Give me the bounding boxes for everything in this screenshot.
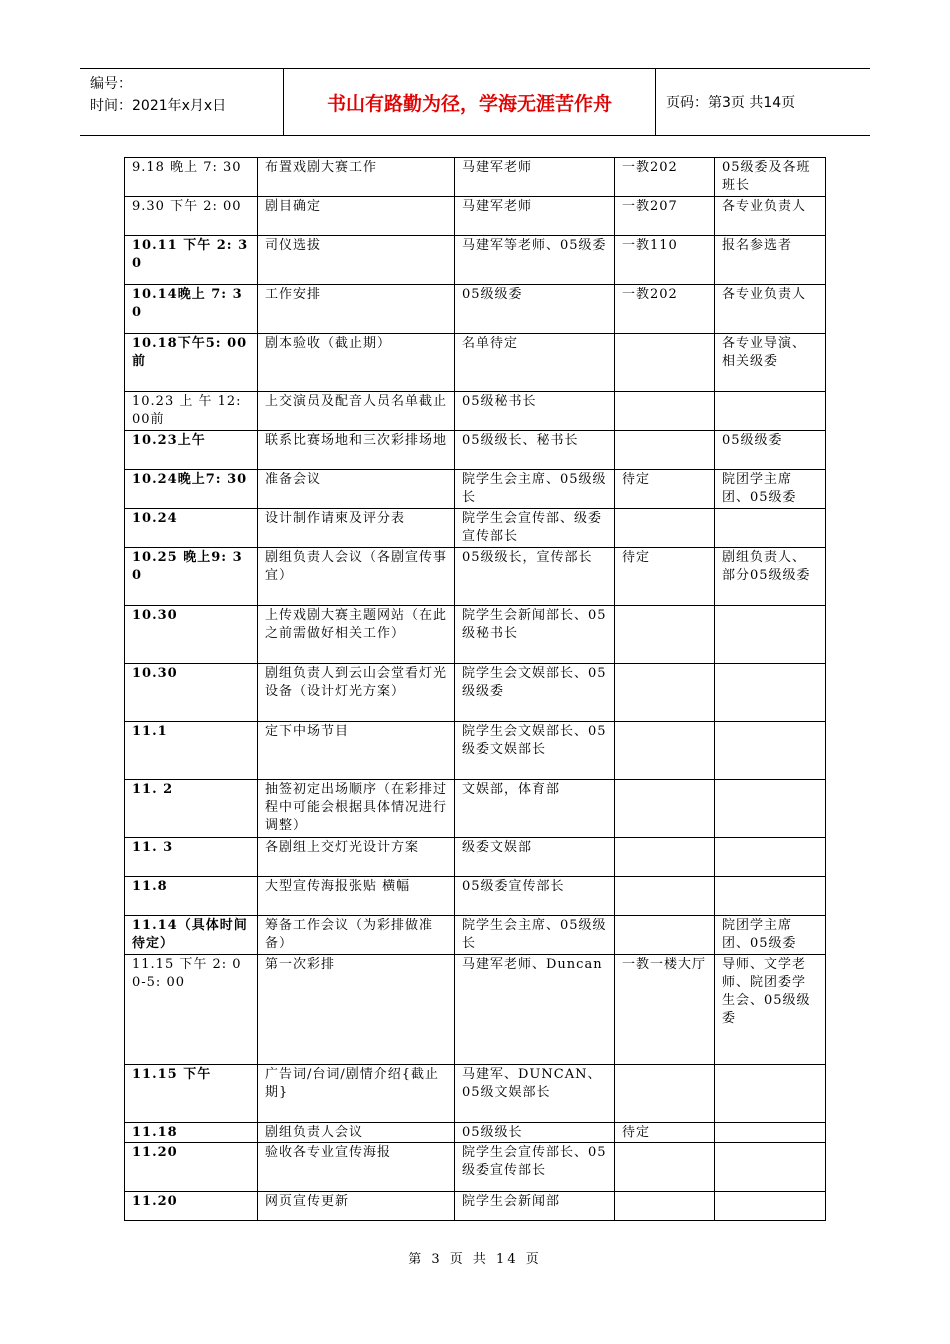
task-cell: 大型宣传海报张贴 横幅	[258, 877, 455, 916]
person-cell: 马建军老师	[455, 197, 615, 236]
place-cell	[615, 916, 715, 955]
table-row	[125, 158, 826, 197]
table-row	[125, 838, 826, 877]
attendees-cell	[715, 509, 826, 548]
place-cell: 待定	[615, 1123, 715, 1143]
attendees-cell	[715, 780, 826, 838]
attendees-cell: 05级级委	[715, 431, 826, 470]
person-cell: 院学生会主席、05级级长	[455, 470, 615, 509]
place-cell: 一教207	[615, 197, 715, 236]
person-cell: 名单待定	[455, 334, 615, 392]
attendees-cell: 各专业负责人	[715, 197, 826, 236]
table-row	[125, 548, 826, 606]
task-cell: 司仪选拔	[258, 236, 455, 285]
table-row	[125, 877, 826, 916]
schedule-table	[124, 157, 826, 1221]
time-cell: 11.14（具体时间待定）	[125, 916, 258, 955]
time-cell: 11. 2	[125, 780, 258, 838]
time-cell: 10.23上午	[125, 431, 258, 470]
table-row	[125, 431, 826, 470]
task-cell: 上传戏剧大赛主题网站（在此之前需做好相关工作）	[258, 606, 455, 664]
header-page-label: 页码：第3页 共14页	[666, 95, 796, 111]
attendees-cell	[715, 606, 826, 664]
attendees-cell: 各专业负责人	[715, 285, 826, 334]
time-cell: 10.30	[125, 664, 258, 722]
attendees-cell	[715, 1065, 826, 1123]
attendees-cell: 院团学主席团、05级委	[715, 470, 826, 509]
time-cell: 11.15 下午	[125, 1065, 258, 1123]
table-row	[125, 722, 826, 780]
task-cell: 联系比赛场地和三次彩排场地	[258, 431, 455, 470]
page-header	[80, 68, 870, 136]
person-cell: 05级委宣传部长	[455, 877, 615, 916]
attendees-cell: 报名参选者	[715, 236, 826, 285]
task-cell: 设计制作请柬及评分表	[258, 509, 455, 548]
place-cell	[615, 392, 715, 431]
table-row	[125, 955, 826, 1065]
person-cell: 05级级委	[455, 285, 615, 334]
time-cell: 11.8	[125, 877, 258, 916]
place-cell: 待定	[615, 548, 715, 606]
table-row	[125, 285, 826, 334]
table-row	[125, 1143, 826, 1192]
task-cell: 定下中场节目	[258, 722, 455, 780]
task-cell: 抽签初定出场顺序（在彩排过程中可能会根据具体情况进行调整）	[258, 780, 455, 838]
table-row	[125, 780, 826, 838]
place-cell	[615, 780, 715, 838]
place-cell	[615, 1143, 715, 1192]
place-cell	[615, 334, 715, 392]
attendees-cell	[715, 877, 826, 916]
place-cell	[615, 664, 715, 722]
number-label: 编号：	[90, 76, 132, 92]
time-cell: 11.1	[125, 722, 258, 780]
page-footer: 第 3 页 共 14 页	[408, 1252, 542, 1267]
time-cell: 10.14晚上 7: 30	[125, 285, 258, 334]
attendees-cell	[715, 1143, 826, 1192]
time-cell: 11.20	[125, 1143, 258, 1192]
time-cell: 11.18	[125, 1123, 258, 1143]
table-row	[125, 1123, 826, 1143]
table-row	[125, 509, 826, 548]
person-cell: 05级级长、秘书长	[455, 431, 615, 470]
table-row	[125, 392, 826, 431]
time-cell: 10.11 下午 2: 30	[125, 236, 258, 285]
task-cell: 准备会议	[258, 470, 455, 509]
place-cell	[615, 509, 715, 548]
task-cell: 广告词/台词/剧情介绍{截止期}	[258, 1065, 455, 1123]
attendees-cell	[715, 838, 826, 877]
person-cell: 05级级长，宣传部长	[455, 548, 615, 606]
table-row	[125, 197, 826, 236]
time-cell: 10.23 上 午 12: 00前	[125, 392, 258, 431]
time-cell: 10.24晚上7: 30	[125, 470, 258, 509]
place-cell	[615, 877, 715, 916]
table-row	[125, 236, 826, 285]
task-cell: 网页宣传更新	[258, 1192, 455, 1221]
time-cell: 11.20	[125, 1192, 258, 1221]
place-cell: 待定	[615, 470, 715, 509]
place-cell	[615, 1192, 715, 1221]
person-cell: 院学生会新闻部	[455, 1192, 615, 1221]
header-meta	[80, 69, 284, 135]
person-cell: 级委文娱部	[455, 838, 615, 877]
person-cell: 院学生会宣传部长、05级委宣传部长	[455, 1143, 615, 1192]
task-cell: 工作安排	[258, 285, 455, 334]
attendees-cell	[715, 664, 826, 722]
task-cell: 筹备工作会议（为彩排做准备）	[258, 916, 455, 955]
place-cell: 一教202	[615, 285, 715, 334]
task-cell: 剧组负责人会议（各剧宣传事宜）	[258, 548, 455, 606]
task-cell: 第一次彩排	[258, 955, 455, 1065]
header-motto: 书山有路勤为径，学海无涯苦作舟	[284, 69, 656, 135]
place-cell: 一教202	[615, 158, 715, 197]
table-row	[125, 664, 826, 722]
attendees-cell: 导师、文学老师、院团委学生会、05级级委	[715, 955, 826, 1065]
attendees-cell: 05级委及各班班长	[715, 158, 826, 197]
time-cell: 11.15 下午 2: 00-5: 00	[125, 955, 258, 1065]
attendees-cell	[715, 722, 826, 780]
attendees-cell	[715, 1192, 826, 1221]
time-label: 时间：2021年x月x日	[90, 98, 227, 114]
time-cell: 9.30 下午 2: 00	[125, 197, 258, 236]
task-cell: 剧组负责人会议	[258, 1123, 455, 1143]
time-cell: 10.24	[125, 509, 258, 548]
task-cell: 各剧组上交灯光设计方案	[258, 838, 455, 877]
person-cell: 马建军老师	[455, 158, 615, 197]
time-cell: 10.30	[125, 606, 258, 664]
person-cell: 马建军、DUNCAN、05级文娱部长	[455, 1065, 615, 1123]
attendees-cell	[715, 392, 826, 431]
place-cell	[615, 431, 715, 470]
task-cell: 验收各专业宣传海报	[258, 1143, 455, 1192]
place-cell: 一教一楼大厅	[615, 955, 715, 1065]
person-cell: 05级级长	[455, 1123, 615, 1143]
attendees-cell	[715, 1123, 826, 1143]
person-cell: 院学生会宣传部、级委宣传部长	[455, 509, 615, 548]
person-cell: 院学生会主席、05级级长	[455, 916, 615, 955]
table-row	[125, 470, 826, 509]
person-cell: 院学生会新闻部长、05级秘书长	[455, 606, 615, 664]
attendees-cell: 院团学主席团、05级委	[715, 916, 826, 955]
task-cell: 剧本验收（截止期）	[258, 334, 455, 392]
time-cell: 11. 3	[125, 838, 258, 877]
time-cell: 9.18 晚上 7: 30	[125, 158, 258, 197]
task-cell: 布置戏剧大赛工作	[258, 158, 455, 197]
person-cell: 院学生会文娱部长、05级委文娱部长	[455, 722, 615, 780]
place-cell	[615, 1065, 715, 1123]
person-cell: 05级秘书长	[455, 392, 615, 431]
task-cell: 剧组负责人到云山会堂看灯光设备（设计灯光方案）	[258, 664, 455, 722]
person-cell: 马建军等老师、05级委	[455, 236, 615, 285]
person-cell: 马建军老师、Duncan	[455, 955, 615, 1065]
table-row	[125, 1065, 826, 1123]
table-row	[125, 606, 826, 664]
time-cell: 10.25 晚上9: 30	[125, 548, 258, 606]
person-cell: 文娱部，体育部	[455, 780, 615, 838]
place-cell: 一教110	[615, 236, 715, 285]
place-cell	[615, 606, 715, 664]
table-row	[125, 916, 826, 955]
time-cell: 10.18下午5: 00前	[125, 334, 258, 392]
task-cell: 上交演员及配音人员名单截止	[258, 392, 455, 431]
attendees-cell: 各专业导演、相关级委	[715, 334, 826, 392]
task-cell: 剧目确定	[258, 197, 455, 236]
table-row	[125, 334, 826, 392]
attendees-cell: 剧组负责人、部分05级级委	[715, 548, 826, 606]
place-cell	[615, 838, 715, 877]
person-cell: 院学生会文娱部长、05级级委	[455, 664, 615, 722]
place-cell	[615, 722, 715, 780]
table-row	[125, 1192, 826, 1221]
